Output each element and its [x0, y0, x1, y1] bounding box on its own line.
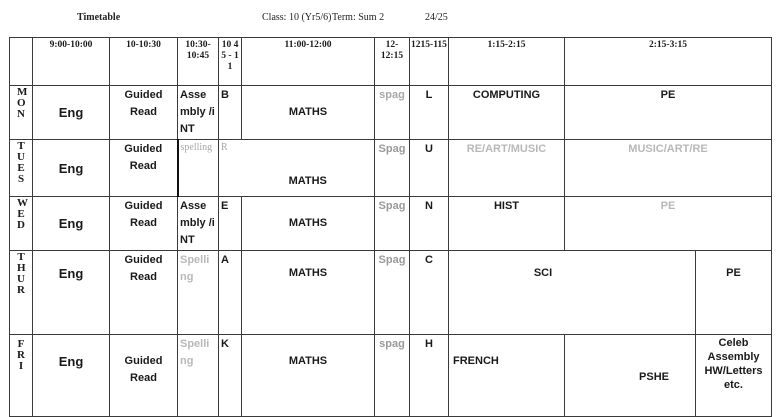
- lesson-guided-read: Guided Read: [110, 251, 178, 335]
- day-label: FRI: [10, 335, 33, 417]
- lesson-spag: spag: [375, 86, 410, 140]
- lesson-spag: Spag: [375, 251, 410, 335]
- day-label: MON: [10, 86, 33, 140]
- lesson-celeb-assembly: Celeb Assembly HW/Letters etc.: [696, 335, 772, 417]
- lesson-guided-read: Guided Read: [110, 197, 178, 251]
- letter-cell: H: [410, 335, 449, 417]
- class-value: 10 (Yr5/6): [288, 12, 332, 23]
- class-label: Class:: [262, 12, 287, 23]
- class-info: [262, 12, 331, 23]
- lesson-maths: MATHS: [242, 86, 375, 140]
- term-label: Term: Sum 2: [332, 12, 385, 23]
- lesson-sci: SCI: [449, 251, 696, 335]
- letter-cell: C: [410, 251, 449, 335]
- lesson-guided-read: Guided Read: [110, 86, 178, 140]
- day-row-monday: [10, 86, 772, 140]
- lesson-eng: Eng: [33, 197, 110, 251]
- lesson-eng: Eng: [33, 251, 110, 335]
- lesson-music-art-re: MUSIC/ART/RE: [565, 140, 772, 197]
- lesson-guided-read: Guided Read: [110, 140, 178, 197]
- lesson-spag: spag: [375, 335, 410, 417]
- lesson-assembly: Assembly /iNT: [178, 86, 219, 140]
- letter-cell: L: [410, 86, 449, 140]
- lesson-eng: Eng: [33, 335, 110, 417]
- letter-cell: A: [219, 251, 242, 335]
- time-header: 2:15-3:15: [565, 38, 772, 86]
- day-label: WED: [10, 197, 33, 251]
- timetable-title: Timetable: [77, 12, 121, 23]
- day-row-wednesday: [10, 197, 772, 251]
- time-header: 10-10:30: [110, 38, 178, 86]
- lesson-computing: COMPUTING: [449, 86, 565, 140]
- lesson-assembly: Assembly /iNT: [178, 197, 219, 251]
- time-header: 10:30-10:45: [178, 38, 219, 86]
- time-header: 1:15-2:15: [449, 38, 565, 86]
- lesson-french: FRENCH: [449, 335, 565, 417]
- time-header: 1215-115: [410, 38, 449, 86]
- lesson-maths: MATHS: [242, 335, 375, 417]
- letter-cell: U: [410, 140, 449, 197]
- year-label: 24/25: [425, 12, 448, 23]
- day-row-thursday: [10, 251, 772, 335]
- day-row-friday: [10, 335, 772, 417]
- day-label: THUR: [10, 251, 33, 335]
- corner-cell: [10, 38, 33, 86]
- time-header: 12-12:15: [375, 38, 410, 86]
- lesson-pe: PE: [696, 251, 772, 335]
- lesson-pe: PE: [565, 86, 772, 140]
- letter-cell: R: [219, 140, 242, 197]
- letter-cell: B: [219, 86, 242, 140]
- lesson-eng: Eng: [33, 140, 110, 197]
- letter-cell: E: [219, 197, 242, 251]
- lesson-pe: PE: [565, 197, 772, 251]
- timetable: [9, 37, 772, 417]
- lesson-spelling: Spelling: [178, 251, 219, 335]
- time-header: 10 45 - 11: [219, 38, 242, 86]
- lesson-spelling: spelling: [178, 140, 219, 197]
- day-label: TUES: [10, 140, 33, 197]
- lesson-guided-read: Guided Read: [110, 335, 178, 417]
- letter-cell: K: [219, 335, 242, 417]
- time-header-row: [10, 38, 772, 86]
- lesson-spag: Spag: [375, 140, 410, 197]
- lesson-spag: Spag: [375, 197, 410, 251]
- lesson-eng: Eng: [33, 86, 110, 140]
- lesson-maths: MATHS: [242, 251, 375, 335]
- lesson-maths: MATHS: [242, 197, 375, 251]
- lesson-re-art-music: RE/ART/MUSIC: [449, 140, 565, 197]
- lesson-maths: MATHS: [242, 140, 375, 197]
- lesson-spelling: Spelling: [178, 335, 219, 417]
- lesson-hist: HIST: [449, 197, 565, 251]
- time-header: 9:00-10:00: [33, 38, 110, 86]
- letter-cell: N: [410, 197, 449, 251]
- lesson-pshe: PSHE: [565, 335, 696, 417]
- time-header: 11:00-12:00: [242, 38, 375, 86]
- day-row-tuesday: [10, 140, 772, 197]
